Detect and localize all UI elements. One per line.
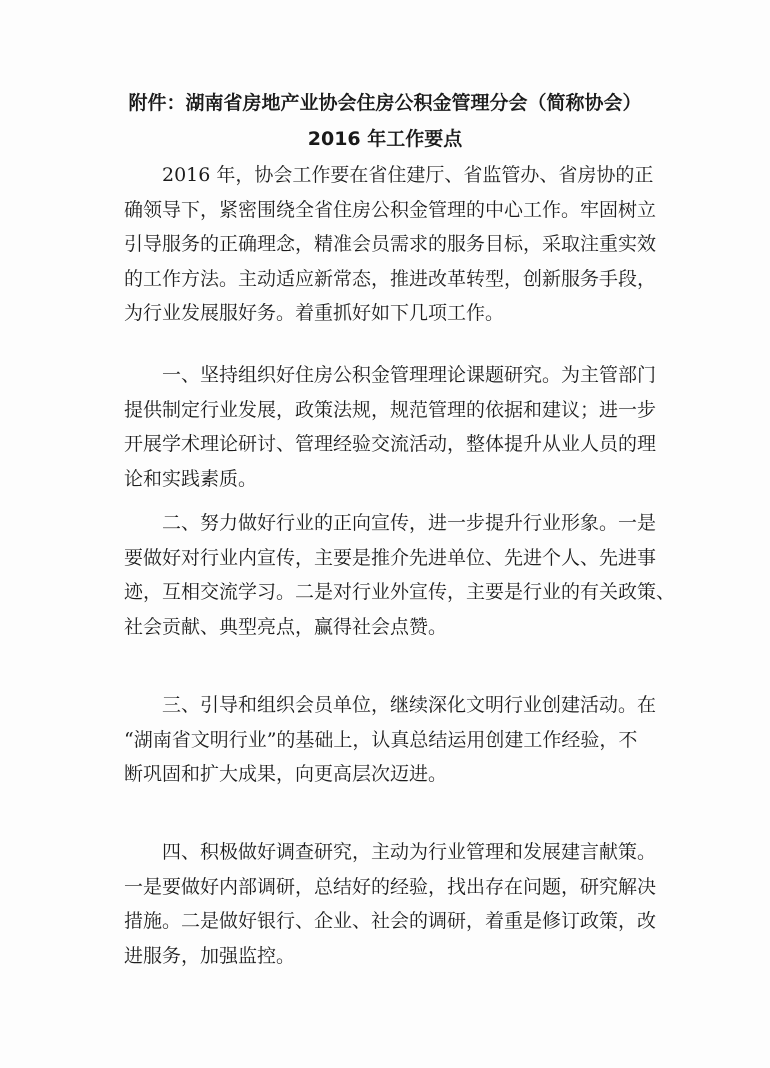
paragraph-line: 论和实践素质。 (124, 467, 258, 490)
paragraph-line: 社会贡献、典型亮点，赢得社会点赞。 (124, 615, 448, 638)
paragraph-line: 断巩固和扩大成果，向更高层次迈进。 (124, 763, 448, 785)
item-4-paragraph (124, 835, 657, 973)
document-title: 附件：湖南省房地产业协会住房公积金管理分会（简称协会） (128, 92, 642, 114)
item-2-paragraph (124, 506, 676, 644)
paragraph-line: 进服务，加强监控。 (124, 944, 296, 967)
paragraph-line: 二、努力做好行业的正向宣传，进一步提升行业形象。一是 (124, 512, 657, 534)
paragraph-line: 的工作方法。主动适应新常态，推进改革转型，创新服务手段， (124, 267, 657, 290)
paragraph-line: 一、坚持组织好住房公积金管理理论课题研究。为主管部门 (124, 364, 657, 386)
paragraph-line: 措施。二是做好银行、企业、社会的调研，着重是修订政策，改 (124, 910, 657, 932)
paragraph-line: 2016 年，协会工作要在省住建厅、省监管办、省房协的正 (124, 164, 654, 186)
paragraph-line: 为行业发展服好务。着重抓好如下几项工作。 (124, 302, 505, 324)
document-subtitle: 2016 年工作要点 (307, 128, 463, 150)
paragraph-line: 引导服务的正确理念，精准会员需求的服务目标，采取注重实效 (124, 233, 657, 255)
paragraph-line: 确领导下，紧密围绕全省住房公积金管理的中心工作。牢固树立 (124, 198, 657, 221)
paragraph-line: 四、积极做好调查研究，主动为行业管理和发展建言献策。 (124, 841, 657, 863)
paragraph-line: 提供制定行业发展，政策法规，规范管理的依据和建议；进一步 (124, 398, 657, 421)
paragraph-line: 三、引导和组织会员单位，继续深化文明行业创建活动。在 (124, 694, 657, 716)
paragraph-line: “湖南省文明行业”的基础上，认真总结运用创建工作经验，不 (124, 728, 638, 751)
intro-paragraph (124, 158, 657, 331)
paragraph-line: 一是要做好内部调研，总结好的经验，找出存在问题，研究解决 (124, 875, 657, 898)
item-3-paragraph (124, 688, 657, 792)
item-1-paragraph (124, 358, 657, 496)
paragraph-line: 迹，互相交流学习。二是对行业外宣传，主要是行业的有关政策、 (124, 581, 676, 603)
paragraph-line: 要做好对行业内宣传，主要是推介先进单位、先进个人、先进事 (124, 546, 657, 569)
paragraph-line: 开展学术理论研讨、管理经验交流活动，整体提升从业人员的理 (124, 433, 657, 455)
